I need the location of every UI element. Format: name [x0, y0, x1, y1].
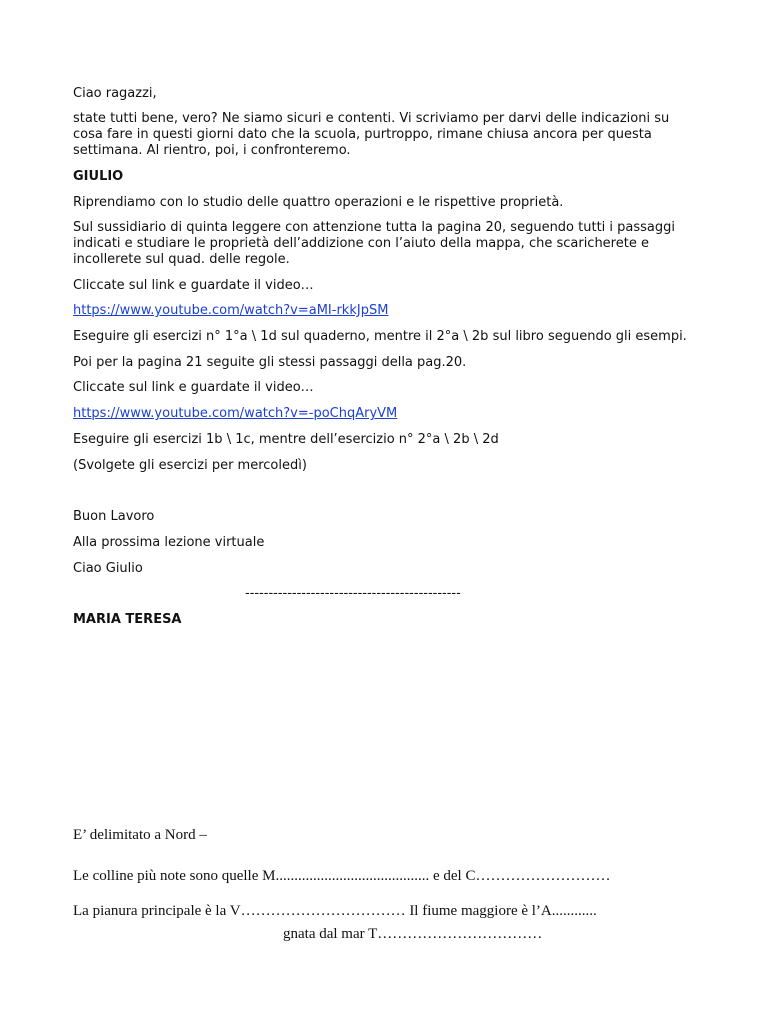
sussidiario-line-3: incollerete sul quad. delle regole.	[73, 252, 290, 267]
worksheet-line-1: E’ delimitato a Nord –	[73, 827, 207, 843]
paragraph-svolgete: (Svolgete gli esercizi per mercoledì)	[73, 458, 307, 473]
worksheet-line-4: gnata dal mar T……………………………	[283, 926, 543, 942]
intro-line-2: cosa fare in questi giorni dato che la scuola, purtroppo, rimane chiusa ancora per questa	[73, 127, 652, 142]
section-separator: ----------------------------------------------	[245, 586, 461, 601]
greeting: Ciao ragazzi,	[73, 86, 157, 101]
paragraph-riprendiamo: Riprendiamo con lo studio delle quattro operazioni e le rispettive proprietà.	[73, 195, 564, 210]
section-title-giulio: GIULIO	[73, 169, 124, 184]
sussidiario-line-1: Sul sussidiario di quinta leggere con attenzione tutta la pagina 20, seguendo tutti i passaggi	[73, 220, 676, 235]
sussidiario-line-2: indicati e studiare le proprietà dell’addizione con l’aiuto della mappa, che scaricherete e	[73, 236, 649, 251]
section-title-maria-teresa: MARIA TERESA	[73, 612, 182, 627]
paragraph-clicca-2: Cliccate sul link e guardate il video…	[73, 380, 314, 395]
paragraph-esercizi-1: Eseguire gli esercizi n° 1°a \ 1d sul quaderno, mentre il 2°a \ 2b sul libro seguendo gli esempi.	[73, 329, 687, 344]
worksheet-line-3: La pianura principale è la V…………………………… Il fiume maggiore è l’A............	[73, 903, 597, 919]
youtube-link-2[interactable]: https://www.youtube.com/watch?v=-poChqAryVM	[73, 406, 398, 421]
closing-buon-lavoro: Buon Lavoro	[73, 509, 155, 524]
paragraph-pagina-21: Poi per la pagina 21 seguite gli stessi passaggi della pag.20.	[73, 355, 467, 370]
youtube-link-1[interactable]: https://www.youtube.com/watch?v=aMI-rkkJpSM	[73, 303, 389, 318]
paragraph-esercizi-2: Eseguire gli esercizi 1b \ 1c, mentre dell’esercizio n° 2°a \ 2b \ 2d	[73, 432, 499, 447]
paragraph-clicca-1: Cliccate sul link e guardate il video…	[73, 278, 314, 293]
worksheet-line-2: Le colline più note sono quelle M......................................... e del C………………………	[73, 868, 611, 884]
closing-ciao-giulio: Ciao Giulio	[73, 561, 143, 576]
intro-line-1: state tutti bene, vero? Ne siamo sicuri e contenti. Vi scriviamo per darvi delle indicazioni su	[73, 111, 670, 126]
closing-prossima-lezione: Alla prossima lezione virtuale	[73, 535, 265, 550]
intro-line-3: settimana. Al rientro, poi, i confronteremo.	[73, 143, 351, 158]
